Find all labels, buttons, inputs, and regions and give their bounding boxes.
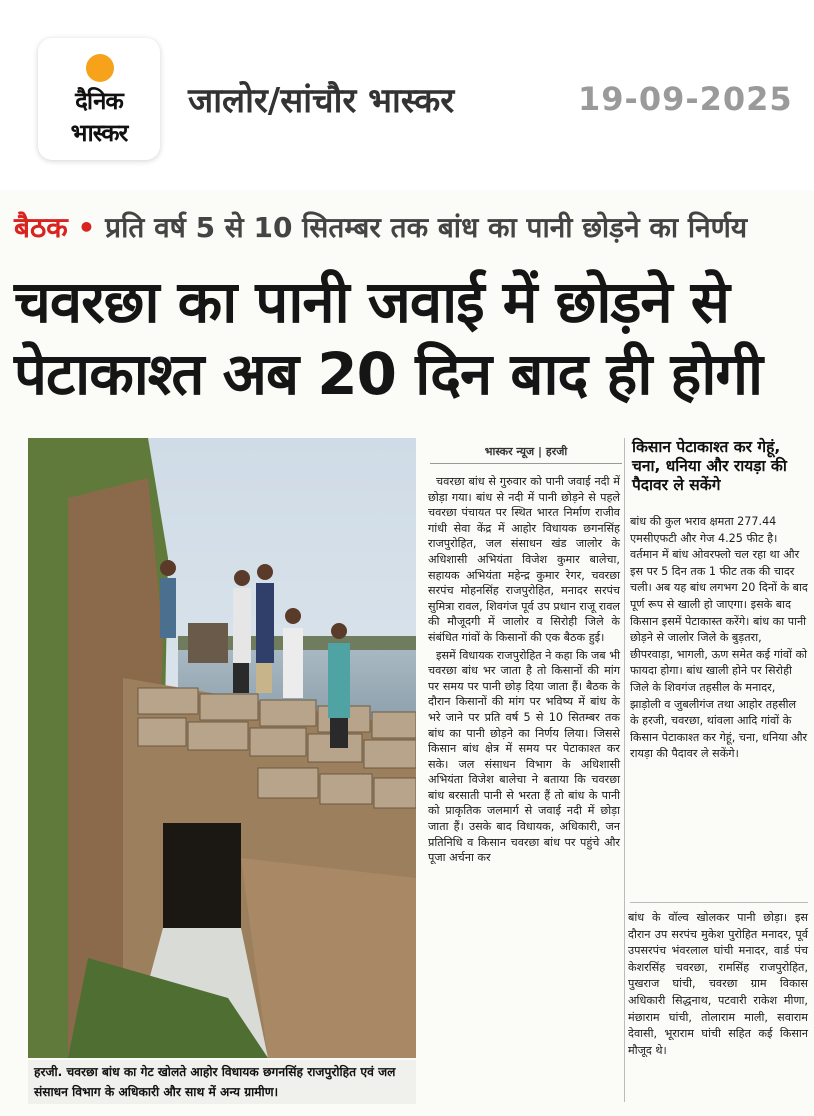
section-divider xyxy=(630,902,808,903)
article-column-3: बांध के वॉल्व खोलकर पानी छोड़ा। इस दौरान उप सरपंच मुकेश पुरोहित मनादर, पूर्व उपसरपंच भंवरलाल घांची मनादर, वार्ड पंच केशरसिंह चवरछा, रामसिंह राजपुरोहित, पुखराज घांची, चवरछा ग्राम विकास अधिकारी सिद्धनाथ, पटवारी राकेश मीणा, मंछाराम घांची, तोलाराम माली, सवाराम देवासी, भूराराम घांची सहित कई किसान मौजूद थे। xyxy=(628,911,808,1057)
edition-title: जालोर/सांचौर भास्कर xyxy=(188,81,455,121)
article-column-2: बांध की कुल भराव क्षमता 277.44 एमसीएफटी और गेज 4.25 फीट है। वर्तमान में बांध ओवरफ्लो चल रहा था और इस पर 5 दिन तक 1 फीट तक की चादर चली। अब यह बांध लगभग 20 दिनों के बाद पूर्ण रूप से खाली हो जाएगा। इसके बाद किसान इसमें पेटाकास्त करेंगे। बांध का पानी छोड़ने से जालोर जिले के बुड़तरा, छीपरवाड़ा, भागली, ऊण समेत कई गांवों को फायदा होगा। बांध खाली होने पर सिरोही जिले के शिवगंज तहसील के मनादर, झाड़ोली व जुबलीगंज तथा आहोर तहसील के हरजी, चवरछा, थांवला आदि गांवों के किसान पेटाकाश्त कर गेहूं, चना, धनिया और रायड़ा की पैदावर ले सकेंगे। xyxy=(630,515,808,761)
paragraph-1: चवरछा बांध से गुरुवार को पानी जवाई नदी में छोड़ा गया। बांध से नदी में पानी छोड़ने से पहले चवरछा पंचायत पर स्थित भारत निर्माण राजीव गांधी सेवा केंद्र में आहोर विधायक छगनसिंह राजपुरोहित, जल संसाधन खंड जालोर के अधिशासी अभियंता विजेश कुमार बालेचा, सहायक अभियंता महेन्द्र कुमार रेगर, चवरछा सरपंच मोहनसिंह राजपुरोहित, मनादर सरपंच सुमित्रा रावल, शिवगंज पूर्व उप प्रधान राजू रावल की मौजूदगी में जालोर व सिरोही जिले के संबंधित गांवों के किसानों की एक बैठक हुई। xyxy=(428,475,620,644)
article-headline xyxy=(14,266,762,410)
headline-line-1: चवरछा का पानी जवाई में छोड़ने से xyxy=(14,268,729,336)
article-photo xyxy=(28,438,416,1058)
article-kicker xyxy=(14,208,747,246)
headline-line-2: पेटाकाश्त अब 20 दिन बाद ही होगी xyxy=(14,340,763,408)
edition-date: 19-09-2025 xyxy=(578,80,793,118)
kicker-category: बैठक xyxy=(14,211,68,244)
app-header xyxy=(0,0,814,185)
dam-photo-illustration xyxy=(28,438,416,1058)
kicker-text: प्रति वर्ष 5 से 10 सितम्बर तक बांध का पानी छोड़ने का निर्णय xyxy=(105,211,748,244)
logo-text-line2: भास्कर xyxy=(70,119,128,147)
kicker-bullet: • xyxy=(77,211,96,244)
dainik-bhaskar-logo[interactable] xyxy=(38,38,160,160)
article-subheading: किसान पेटाकाश्त कर गेहूं, चना, धनिया और रायड़ा की पैदावर ले सकेंगे xyxy=(632,438,787,494)
newspaper-clipping[interactable] xyxy=(0,190,814,1116)
article-byline: भास्कर न्यूज | हरजी xyxy=(430,444,622,464)
paragraph-2: इसमें विधायक राजपुरोहित ने कहा कि जब भी चवरछा बांध भर जाता है तो किसानों की मांग पर समय पर पानी छोड़ दिया जाता हैं। बैठक के दौरान किसानों की मांग पर भविष्य में बांध के भरे जाने पर प्रति वर्ष 5 से 10 सितम्बर तक बांध का पानी छोड़ने का निर्णय लिया। जिससे किसान बांध क्षेत्र में समय पर पेटाकाश्त कर सके। जल संसाधन विभाग के अधिशासी अभियंता विजेश बालेचा ने बताया कि चवरछा बांध बरसाती पानी से भरता हैं तो बांध के पानी को प्राकृतिक जलमार्ग से जवाई नदी में छोड़ा जाता हैं। उसके बाद विधायक, अधिकारी, जन प्रतिनिधि व किसान चवरछा बांध पर पहुंचे और पूजा अर्चना कर xyxy=(428,648,621,865)
article-column-1 xyxy=(428,474,620,868)
logo-sun-icon xyxy=(86,54,114,82)
photo-caption: हरजी. चवरछा बांध का गेट खोलते आहोर विधायक छगनसिंह राजपुरोहित एवं जल संसाधन विभाग के अधिकारी और साथ में अन्य ग्रामीण। xyxy=(28,1060,416,1104)
logo-text-line1: दैनिक xyxy=(75,87,123,115)
column-divider xyxy=(624,438,625,1102)
